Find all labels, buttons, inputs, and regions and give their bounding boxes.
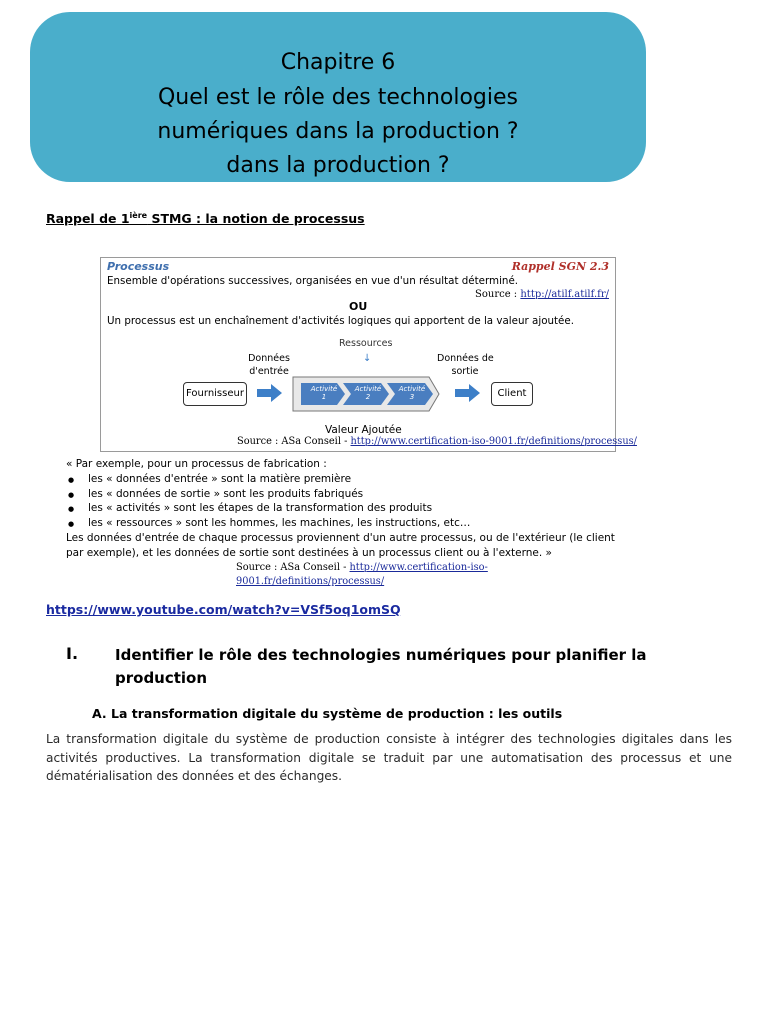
quote-source-link[interactable]: http://www.certification-iso-9001.fr/definitions/processus/ xyxy=(236,561,488,588)
activity-1: Activité 1 xyxy=(310,385,338,401)
activity-3: Activité 3 xyxy=(398,385,426,401)
ou-label: OU xyxy=(349,300,368,313)
activity-2: Activité 2 xyxy=(354,385,382,401)
arrow-right-icon xyxy=(455,384,481,402)
list-item: ● les « ressources » sont les hommes, les machines, les instructions, etc… xyxy=(66,516,626,531)
client-box: Client xyxy=(491,382,533,406)
source-2: Source : ASa Conseil - http://www.certification-iso-9001.fr/definitions/processus/ xyxy=(237,436,637,447)
figure-badge: Rappel SGN 2.3 xyxy=(511,260,609,273)
quote-list xyxy=(66,472,626,531)
subsection-title: A. La transformation digitale du système de production : les outils xyxy=(92,706,563,721)
source-1-link[interactable]: http://atilf.atilf.fr/ xyxy=(520,289,609,300)
valeur-ajoutee-label: Valeur Ajoutée xyxy=(325,424,402,436)
figure-title: Processus xyxy=(107,260,170,273)
donnees-sortie-label: Données de sortie xyxy=(437,353,494,377)
definition-2: Un processus est un enchaînement d'activités logiques qui apportent de la valeur ajoutée. xyxy=(107,315,574,327)
ressources-arrow-icon: ↓ xyxy=(363,353,372,364)
source-2-link[interactable]: http://www.certification-iso-9001.fr/definitions/processus/ xyxy=(350,436,637,447)
source-1: Source : http://atilf.atilf.fr/ xyxy=(475,289,609,300)
ressources-label: Ressources xyxy=(339,338,393,349)
section-number: I. xyxy=(66,644,79,663)
section-title: Identifier le rôle des technologies numériques pour planifier la production xyxy=(115,646,647,687)
chapter-title-line-3: dans la production ? xyxy=(226,153,450,178)
list-item: ● les « données d'entrée » sont la matière première xyxy=(66,472,626,487)
rappel-heading: Rappel de $1^{ière}$ STMG : la notion de processus xyxy=(46,211,365,227)
definition-1: Ensemble d'opérations successives, organisées en vue d'un résultat déterminé. xyxy=(107,275,519,287)
quote-intro: « Par exemple, pour un processus de fabrication : xyxy=(66,458,327,470)
list-item: ● les « données de sortie » sont les produits fabriqués xyxy=(66,487,626,502)
donnees-entree-label: Données d'entrée xyxy=(248,353,290,377)
quote-outro: Les données d'entrée de chaque processus proviennent d'un autre processus, ou de l'extérieur (le client par exemple), et les données de sortie sont destinées à un processus client ou à l'externe. » xyxy=(66,531,615,559)
chapter-title-line-2: numériques dans la production ? xyxy=(157,119,519,144)
youtube-link[interactable]: https://www.youtube.com/watch?v=VSf5oq1omSQ xyxy=(46,602,401,617)
process-figure xyxy=(100,257,637,452)
list-item: ● les « activités » sont les étapes de la transformation des produits xyxy=(66,501,626,516)
fournisseur-box: Fournisseur xyxy=(183,382,247,406)
chapter-number: Chapitre 6 xyxy=(280,50,396,75)
arrow-right-icon xyxy=(257,384,283,402)
quote-source: Source : ASa Conseil - http://www.certification-iso-9001.fr/definitions/processus/ xyxy=(236,561,488,588)
process-example-quote xyxy=(66,457,626,590)
body-paragraph: La transformation digitale du système de production consiste à intégrer des technologies digitales dans les activités productives. La transformation digitale se traduit par une automatisation des processus et une dématérialisation des données et des échanges. xyxy=(46,732,732,783)
chapter-title-line-1: Quel est le rôle des technologies xyxy=(157,85,519,110)
